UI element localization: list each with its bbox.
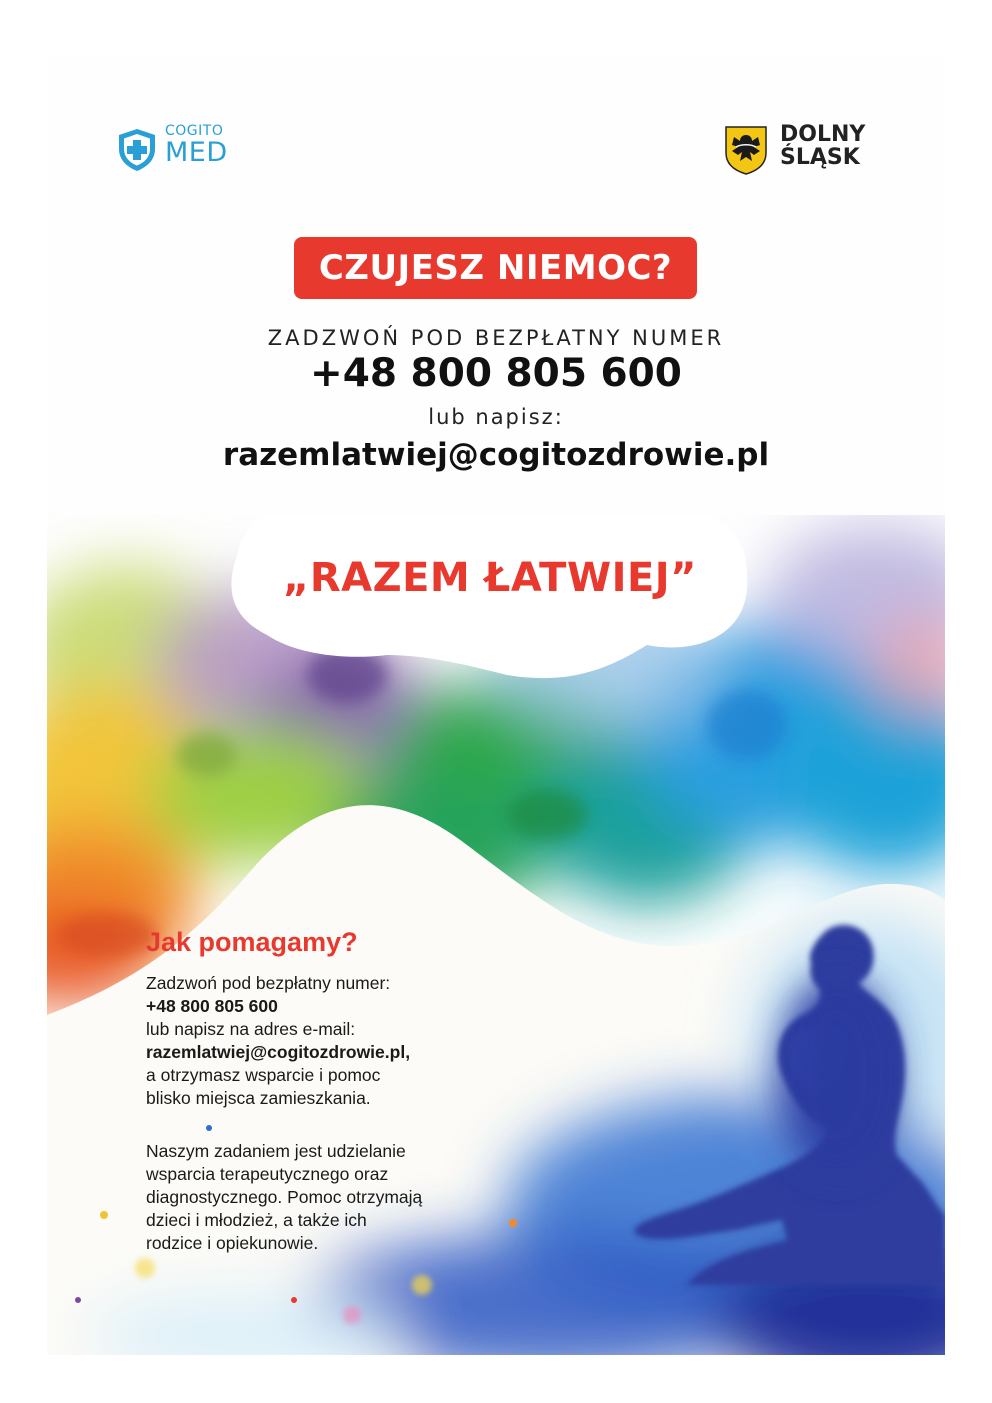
- email-address[interactable]: razemlatwiej@cogitozdrowie.pl: [222, 437, 770, 473]
- poster: [47, 55, 945, 1355]
- text-line: diagnostycznego. Pomoc otrzymają: [146, 1187, 423, 1207]
- phone-number-inline[interactable]: +48 800 805 600: [146, 996, 278, 1016]
- paragraph-contact: [146, 972, 410, 1110]
- text-line: Zadzwoń pod bezpłatny numer:: [146, 973, 391, 993]
- text-line: dzieci i młodzież, a także ich: [146, 1210, 367, 1230]
- text-line: Naszym zadaniem jest udzielanie: [146, 1141, 406, 1161]
- logo-slask-text: ŚLĄSK: [780, 145, 860, 170]
- paragraph-mission: [146, 1140, 422, 1255]
- logo-dolny-text: DOLNY: [780, 122, 866, 147]
- email-inline[interactable]: razemlatwiej@cogitozdrowie.pl,: [146, 1042, 411, 1062]
- or-write-text: lub napisz:: [428, 405, 564, 429]
- logo-med-text: MED: [165, 137, 228, 168]
- text-line: blisko miejsca zamieszkania.: [146, 1088, 371, 1108]
- logo-cogito-text: COGITO: [165, 123, 224, 139]
- headline-banner: [294, 237, 697, 299]
- text-line: rodzice i opiekunowie.: [146, 1233, 319, 1253]
- tagline: „RAZEM ŁATWIEJ”: [283, 555, 697, 601]
- phone-number[interactable]: +48 800 805 600: [310, 351, 682, 396]
- cogito-med-logo: [115, 123, 255, 183]
- text-line: a otrzymasz wsparcie i pomoc: [146, 1065, 381, 1085]
- shield-cross-icon: [115, 127, 159, 173]
- text-line: lub napisz na adres e-mail:: [146, 1019, 356, 1039]
- headline-text: CZUJESZ NIEMOC?: [318, 248, 673, 288]
- eagle-crest-icon: [724, 125, 768, 175]
- call-intro: ZADZWOŃ POD BEZPŁATNY NUMER: [267, 326, 725, 350]
- section-title: Jak pomagamy?: [146, 927, 358, 957]
- text-line: wsparcia terapeutycznego oraz: [146, 1164, 389, 1184]
- dolny-slask-logo: [724, 123, 894, 183]
